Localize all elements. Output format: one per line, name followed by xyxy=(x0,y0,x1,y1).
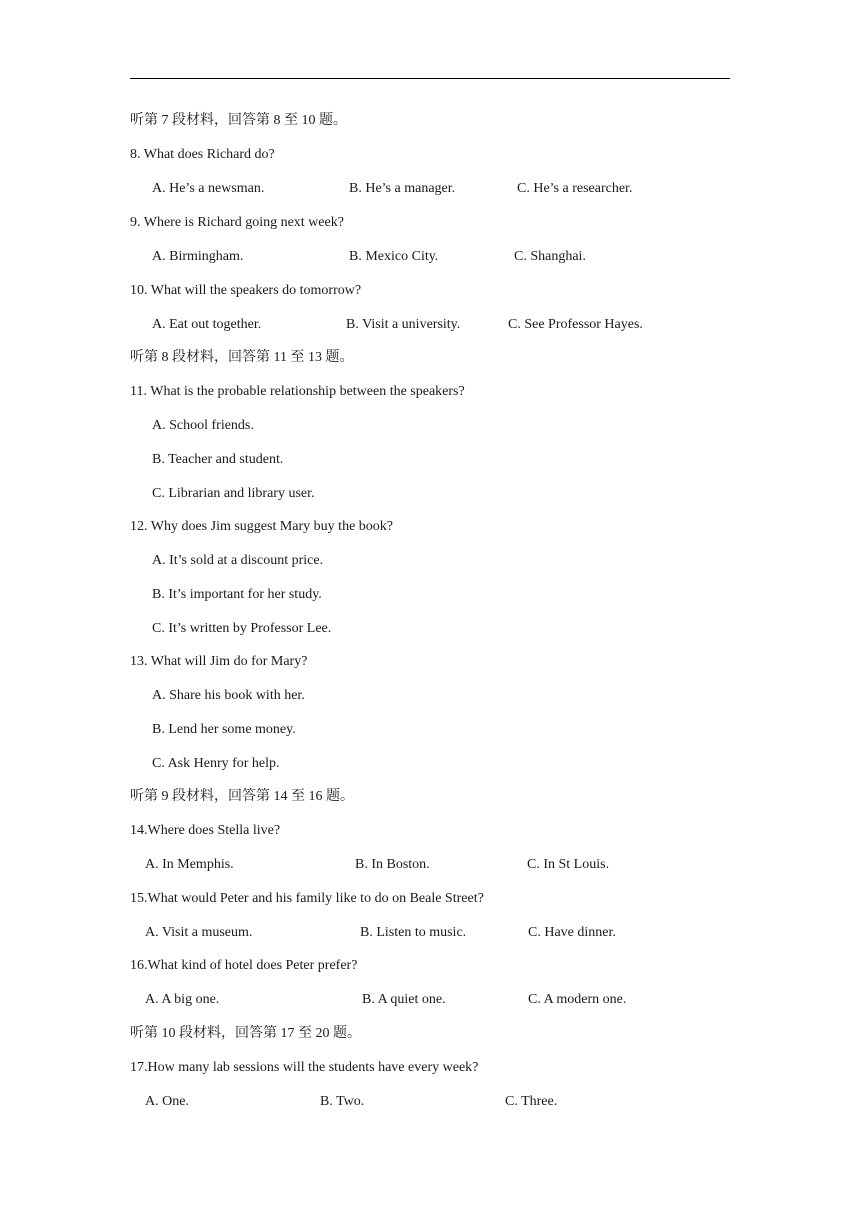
question-16-option-c: C. A modern one. xyxy=(528,992,627,1007)
question-17-option-a: A. One. xyxy=(145,1094,189,1109)
question-15-stem: 15.What would Peter and his family like to do on Beale Street? xyxy=(130,891,484,906)
question-11-option-c: C. Librarian and library user. xyxy=(152,486,315,501)
question-10-stem: 10. What will the speakers do tomorrow? xyxy=(130,283,362,298)
question-10-option-b: B. Visit a university. xyxy=(346,317,461,332)
question-16-option-b: B. A quiet one. xyxy=(362,992,446,1007)
question-15-option-a: A. Visit a museum. xyxy=(145,925,253,940)
question-15-option-c: C. Have dinner. xyxy=(528,925,616,940)
question-12-option-a: A. It’s sold at a discount price. xyxy=(152,553,324,568)
question-12-option-c: C. It’s written by Professor Lee. xyxy=(152,621,332,636)
question-11-stem: 11. What is the probable relationship between the speakers? xyxy=(130,384,465,399)
question-14-option-b: B. In Boston. xyxy=(355,857,430,872)
question-16-option-a: A. A big one. xyxy=(145,992,220,1007)
question-15-option-b: B. Listen to music. xyxy=(360,925,467,940)
section-9-instruction: 听第 9 段材料，回答第 14 至 16 题。 xyxy=(130,789,354,804)
question-13-option-a: A. Share his book with her. xyxy=(152,688,305,703)
question-12-stem: 12. Why does Jim suggest Mary buy the book? xyxy=(130,519,393,534)
question-8-stem: 8. What does Richard do? xyxy=(130,147,275,162)
question-9-option-b: B. Mexico City. xyxy=(349,249,439,264)
question-11-option-b: B. Teacher and student. xyxy=(152,452,284,467)
question-12-option-b: B. It’s important for her study. xyxy=(152,587,322,602)
question-13-option-c: C. Ask Henry for help. xyxy=(152,756,280,771)
question-9-option-c: C. Shanghai. xyxy=(514,249,586,264)
section-10-instruction: 听第 10 段材料，回答第 17 至 20 题。 xyxy=(130,1026,361,1041)
question-8-option-b: B. He’s a manager. xyxy=(349,181,456,196)
question-14-option-c: C. In St Louis. xyxy=(527,857,610,872)
question-13-option-b: B. Lend her some money. xyxy=(152,722,296,737)
question-17-option-c: C. Three. xyxy=(505,1094,558,1109)
question-8-option-c: C. He’s a researcher. xyxy=(517,181,633,196)
question-10-option-c: C. See Professor Hayes. xyxy=(508,317,643,332)
question-8-option-a: A. He’s a newsman. xyxy=(152,181,265,196)
question-17-option-b: B. Two. xyxy=(320,1094,365,1109)
question-10-option-a: A. Eat out together. xyxy=(152,317,262,332)
question-9-stem: 9. Where is Richard going next week? xyxy=(130,215,344,230)
question-9-option-a: A. Birmingham. xyxy=(152,249,244,264)
question-16-stem: 16.What kind of hotel does Peter prefer? xyxy=(130,958,358,973)
section-7-instruction: 听第 7 段材料，回答第 8 至 10 题。 xyxy=(130,113,347,128)
section-8-instruction: 听第 8 段材料，回答第 11 至 13 题。 xyxy=(130,350,354,365)
question-14-option-a: A. In Memphis. xyxy=(145,857,234,872)
header-rule xyxy=(130,78,730,79)
question-14-stem: 14.Where does Stella live? xyxy=(130,823,281,838)
question-13-stem: 13. What will Jim do for Mary? xyxy=(130,654,308,669)
question-11-option-a: A. School friends. xyxy=(152,418,254,433)
question-17-stem: 17.How many lab sessions will the students have every week? xyxy=(130,1060,479,1075)
